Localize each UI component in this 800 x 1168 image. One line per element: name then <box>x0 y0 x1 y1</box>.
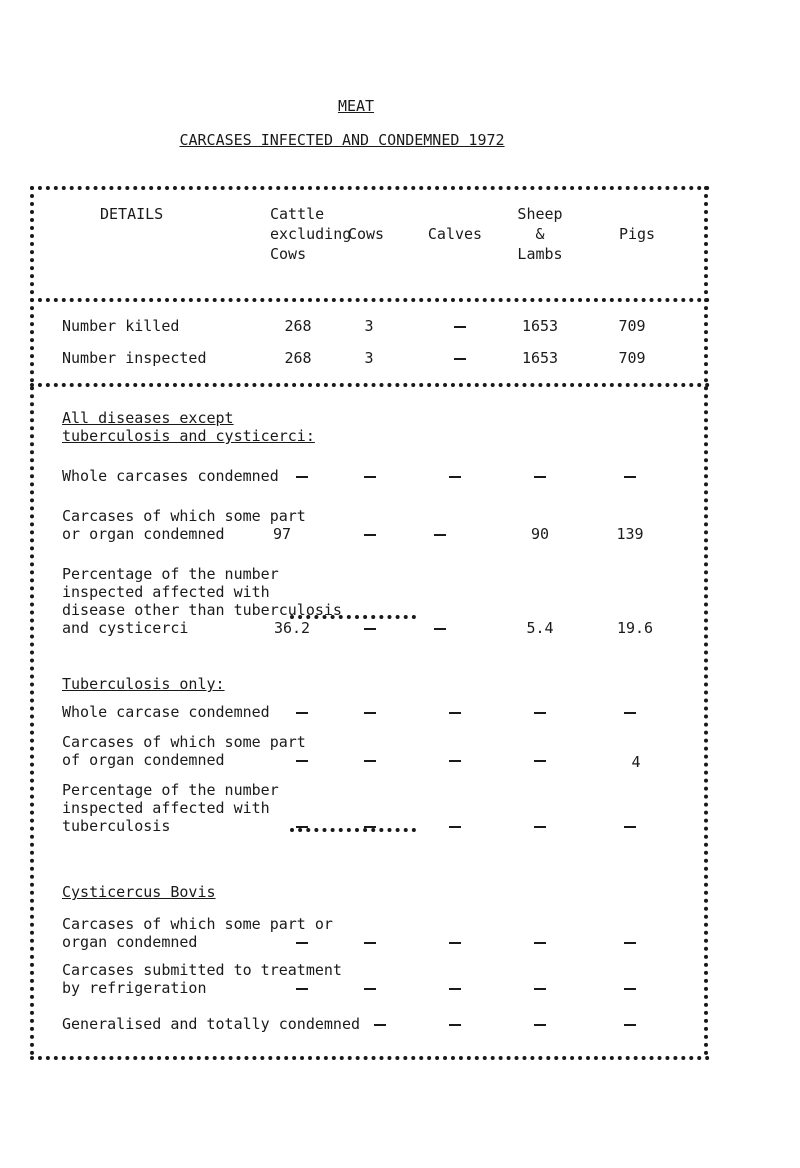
row-inspected-label: Number inspected <box>62 349 207 367</box>
col-cattle-2: excluding <box>270 225 352 243</box>
top-rule <box>30 186 710 190</box>
killed-calves <box>454 326 466 328</box>
col-cattle-1: Cattle <box>270 205 325 223</box>
s3-part-sheep <box>534 942 546 944</box>
s2-whole-sheep <box>534 712 546 714</box>
s3-refrig-label-2: by refrigeration <box>62 979 207 997</box>
s2-pct-label-3: tuberculosis <box>62 817 171 835</box>
s3-part-label-2: organ condemned <box>62 933 198 951</box>
row-killed-label: Number killed <box>62 317 180 335</box>
s1-part-calves <box>434 534 446 536</box>
s3-part-cattle <box>296 942 308 944</box>
s1-pct-sheep: 5.4 <box>526 619 554 637</box>
s1-pct-cows <box>364 628 376 630</box>
section3-heading: Cysticercus Bovis <box>62 883 216 901</box>
section1-heading-1: All diseases except <box>62 409 234 427</box>
s3-general-calves <box>449 1024 461 1026</box>
s2-part-label-2: of organ condemned <box>62 751 225 769</box>
s3-general-sheep <box>534 1024 546 1026</box>
section1-heading-2: tuberculosis and cysticerci: <box>62 427 315 445</box>
separator-2 <box>290 828 416 832</box>
s2-part-cows <box>364 760 376 762</box>
s1-pct-calves <box>434 628 446 630</box>
s1-part-pigs: 139 <box>616 525 644 543</box>
s1-pct-label-2: inspected affected with <box>62 583 270 601</box>
s1-whole-pigs <box>624 476 636 478</box>
s2-part-calves <box>449 760 461 762</box>
s3-refrig-sheep <box>534 988 546 990</box>
s1-part-cattle: 97 <box>272 525 292 543</box>
s3-refrig-pigs <box>624 988 636 990</box>
s1-whole-cows <box>364 476 376 478</box>
s2-part-cattle <box>296 760 308 762</box>
s1-pct-cattle: 36.2 <box>273 619 311 637</box>
s3-part-label-1: Carcases of which some part or <box>62 915 333 933</box>
s2-whole-cattle <box>296 712 308 714</box>
inspected-sheep: 1653 <box>521 349 559 367</box>
s3-refrig-label-1: Carcases submitted to treatment <box>62 961 342 979</box>
s1-part-sheep: 90 <box>530 525 550 543</box>
col-cows: Cows <box>347 225 385 243</box>
s2-pct-cattle <box>296 826 308 828</box>
col-sheep-3: Lambs <box>517 245 563 263</box>
bottom-rule <box>30 1056 710 1060</box>
page-title: MEAT <box>337 97 375 115</box>
s1-whole-calves <box>449 476 461 478</box>
s2-whole-label: Whole carcase condemned <box>62 703 270 721</box>
s1-whole-sheep <box>534 476 546 478</box>
s2-pct-sheep <box>534 826 546 828</box>
s3-general-label: Generalised and totally condemned <box>62 1015 361 1033</box>
right-border <box>704 186 708 1056</box>
col-calves: Calves <box>427 225 483 243</box>
s1-part-cows <box>364 534 376 536</box>
page-subtitle: CARCASES INFECTED AND CONDEMNED 1972 <box>179 131 505 149</box>
col-details: DETAILS <box>100 205 164 223</box>
s1-whole-cattle <box>296 476 308 478</box>
inspected-calves <box>454 358 466 360</box>
s3-general-pigs <box>624 1024 636 1026</box>
s2-pct-cows <box>364 826 376 828</box>
inspected-cattle: 268 <box>284 349 312 367</box>
left-border <box>30 186 34 1056</box>
s3-general-cows <box>374 1024 386 1026</box>
inspected-cows: 3 <box>364 349 374 367</box>
s2-pct-pigs <box>624 826 636 828</box>
s2-pct-label-2: inspected affected with <box>62 799 270 817</box>
s2-pct-calves <box>449 826 461 828</box>
col-cattle-3: Cows <box>270 245 307 263</box>
killed-cattle: 268 <box>284 317 312 335</box>
col-sheep-1: Sheep <box>517 205 563 223</box>
s1-part-label-1: Carcases of which some part <box>62 507 306 525</box>
s1-pct-label-4: and cysticerci <box>62 619 189 637</box>
s2-whole-pigs <box>624 712 636 714</box>
killed-pigs: 709 <box>618 317 646 335</box>
killed-sheep: 1653 <box>521 317 559 335</box>
s1-part-label-2: or organ condemned <box>62 525 225 543</box>
s2-part-pigs: 4 <box>631 753 641 771</box>
s1-pct-pigs: 19.6 <box>616 619 654 637</box>
s1-whole-label: Whole carcases condemned <box>62 467 279 485</box>
rows-rule <box>30 383 710 387</box>
s1-pct-label-3: disease other than tuberculosis <box>62 601 342 619</box>
col-sheep-2: & <box>535 225 545 243</box>
s2-part-label-1: Carcases of which some part <box>62 733 306 751</box>
s1-pct-label-1: Percentage of the number <box>62 565 279 583</box>
s3-part-calves <box>449 942 461 944</box>
s3-refrig-calves <box>449 988 461 990</box>
inspected-pigs: 709 <box>618 349 646 367</box>
section2-heading: Tuberculosis only: <box>62 675 225 693</box>
s2-part-sheep <box>534 760 546 762</box>
s3-refrig-cattle <box>296 988 308 990</box>
s2-pct-label-1: Percentage of the number <box>62 781 279 799</box>
col-pigs: Pigs <box>618 225 656 243</box>
s2-whole-cows <box>364 712 376 714</box>
s2-whole-calves <box>449 712 461 714</box>
s3-part-cows <box>364 942 376 944</box>
s3-refrig-cows <box>364 988 376 990</box>
killed-cows: 3 <box>364 317 374 335</box>
header-rule <box>30 298 710 302</box>
s3-part-pigs <box>624 942 636 944</box>
